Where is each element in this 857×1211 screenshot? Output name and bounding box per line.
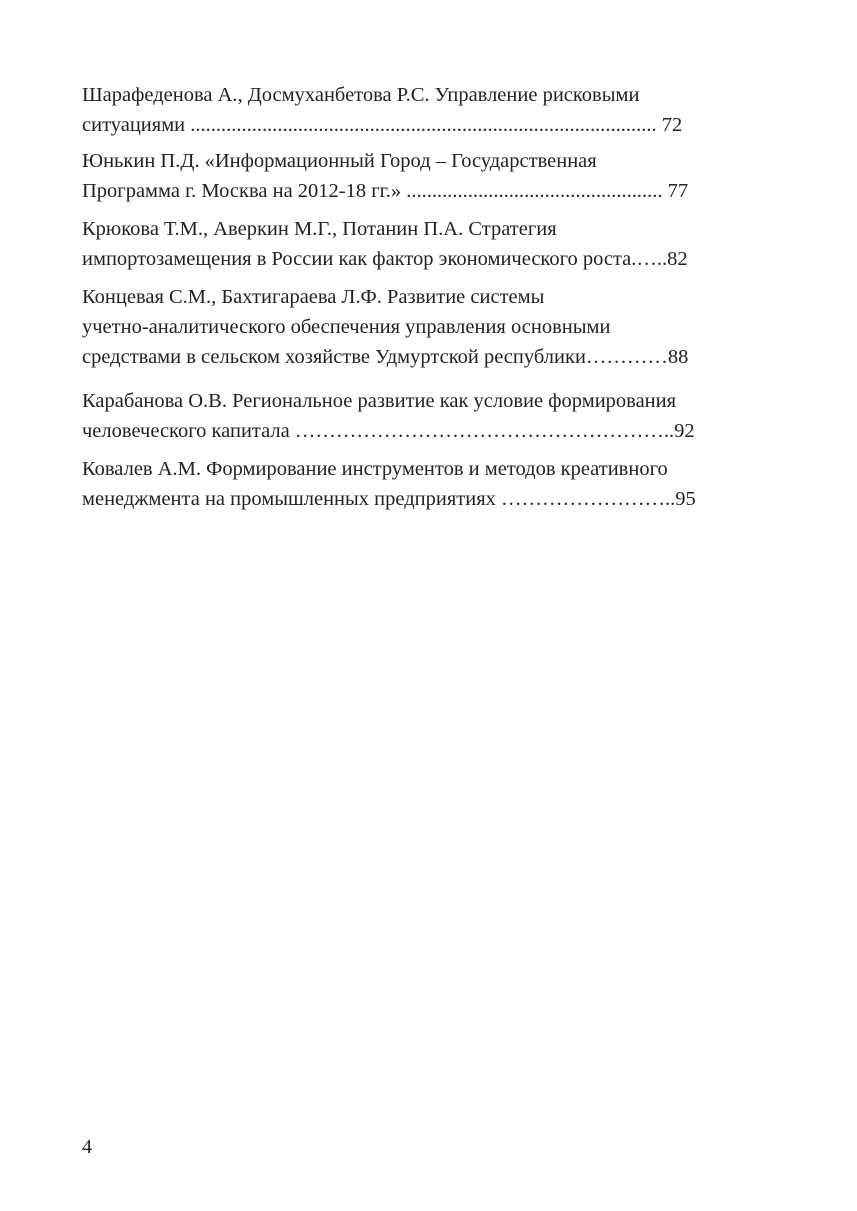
toc-entry-line: Ковалев А.М. Формирование инструментов и методов креативного — [82, 458, 668, 480]
toc-entry — [82, 80, 782, 140]
toc-entry-line: ситуациями ........................................................................................... 72 — [82, 114, 683, 136]
toc-entry-line: Шарафеденова А., Досмуханбетова Р.С. Управление рисковыми — [82, 84, 640, 106]
toc-entry — [82, 146, 782, 206]
toc-entry-line: человеческого капитала ………………………………………………..92 — [82, 420, 695, 442]
toc-entry-line: учетно-аналитического обеспечения управления основными — [82, 316, 611, 338]
table-of-contents — [82, 80, 782, 514]
toc-entry — [82, 214, 782, 274]
toc-entry-line: средствами в сельском хозяйстве Удмуртской республики…………88 — [82, 346, 689, 368]
toc-entry-line: менеджмента на промышленных предприятиях ……………………..95 — [82, 488, 696, 510]
page-number: 4 — [82, 1136, 92, 1158]
toc-entry-line: Крюкова Т.М., Аверкин М.Г., Потанин П.А. Стратегия — [82, 218, 557, 240]
toc-entry-line: Программа г. Москва на 2012-18 гг.» .................................................. 77 — [82, 180, 689, 202]
toc-entry-line: Карабанова О.В. Региональное развитие как условие формирования — [82, 390, 677, 412]
toc-entry-line: импортозамещения в России как фактор экономического роста.…..82 — [82, 248, 688, 270]
toc-entry-line: Юнькин П.Д. «Информационный Город – Государственная — [82, 150, 597, 172]
toc-entry-line: Концевая С.М., Бахтигараева Л.Ф. Развитие системы — [82, 286, 545, 308]
toc-entry — [82, 282, 782, 372]
toc-entry — [82, 454, 782, 514]
toc-entry — [82, 386, 782, 446]
